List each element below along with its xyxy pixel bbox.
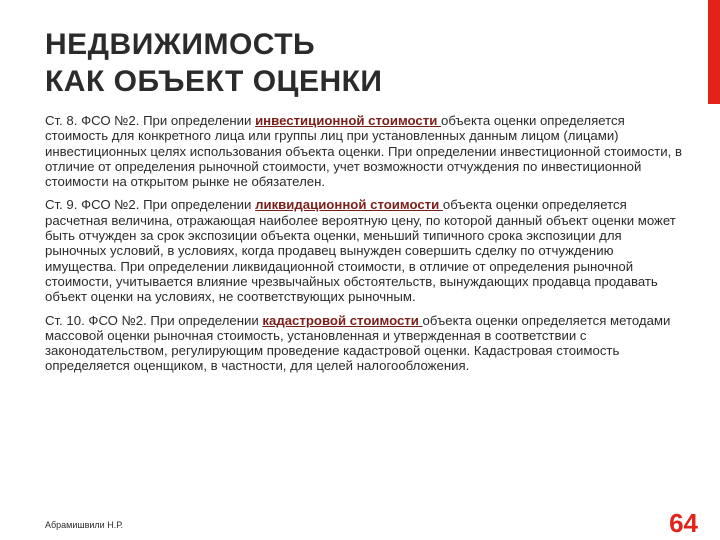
paragraph-investment-value bbox=[45, 113, 685, 189]
slide-body bbox=[45, 113, 685, 382]
author-footer: Абрамишвили Н.Р. bbox=[45, 520, 123, 530]
term-liquidation-value: ликвидационной стоимости bbox=[255, 197, 443, 213]
term-investment-value: инвестиционной стоимости bbox=[255, 113, 441, 128]
term-cadastral-value: кадастровой стоимости bbox=[262, 312, 423, 328]
paragraph-intro: Ст. 8. ФСО №2. При определении bbox=[45, 113, 256, 128]
paragraph-liquidation-value bbox=[45, 197, 685, 304]
paragraph-text: объекта оценки определяется расчетная величина, отражающая наиболее вероятную цену, по которой данный объект оценки может быть отчужден за срок экспозиции объекта оценки, меньший типичного срока экспозиции для рыночных условий, в условиях, когда продавец вынужден совершить сделку по отчуждению имущества. При определении ликвидационной стоимости, в отличие от определения рыночной стоимости, учитывается влияние чрезвычайных обстоятельств, вынуждающих продавца продавать объект оценки на условиях, не соответствующих рыночным. bbox=[45, 197, 676, 305]
paragraph-cadastral-value bbox=[45, 313, 685, 374]
accent-bar bbox=[708, 0, 720, 104]
paragraph-intro: Ст. 10. ФСО №2. При определении bbox=[45, 312, 263, 328]
slide-title bbox=[45, 26, 685, 100]
page-number: 64 bbox=[669, 508, 698, 538]
paragraph-text: объекта оценки определяется методами массовой оценки рыночная стоимость, установленная и утвержденная в соответствии с законодательством, регулирующим проведение кадастровой оценки. Кадастровая стоимость определяется оценщиком, в частности, для целей налогообложения. bbox=[45, 312, 671, 374]
slide-title-line-1: НЕДВИЖИМОСТЬ bbox=[45, 28, 316, 61]
slide-title-line-2: КАК ОБЪЕКТ ОЦЕНКИ bbox=[45, 65, 383, 98]
paragraph-text: объекта оценки определяется стоимость для конкретного лица или группы лиц при установленных данным лицом (лицами) инвестиционных целях использования объекта оценки. При определении инвестиционной стоимости, в отличие от определения рыночной стоимости, учет возможности отчуждения по инвестиционной стоимости на открытом рынке не обязателен. bbox=[45, 113, 682, 190]
paragraph-intro: Ст. 9. ФСО №2. При определении bbox=[45, 197, 256, 213]
